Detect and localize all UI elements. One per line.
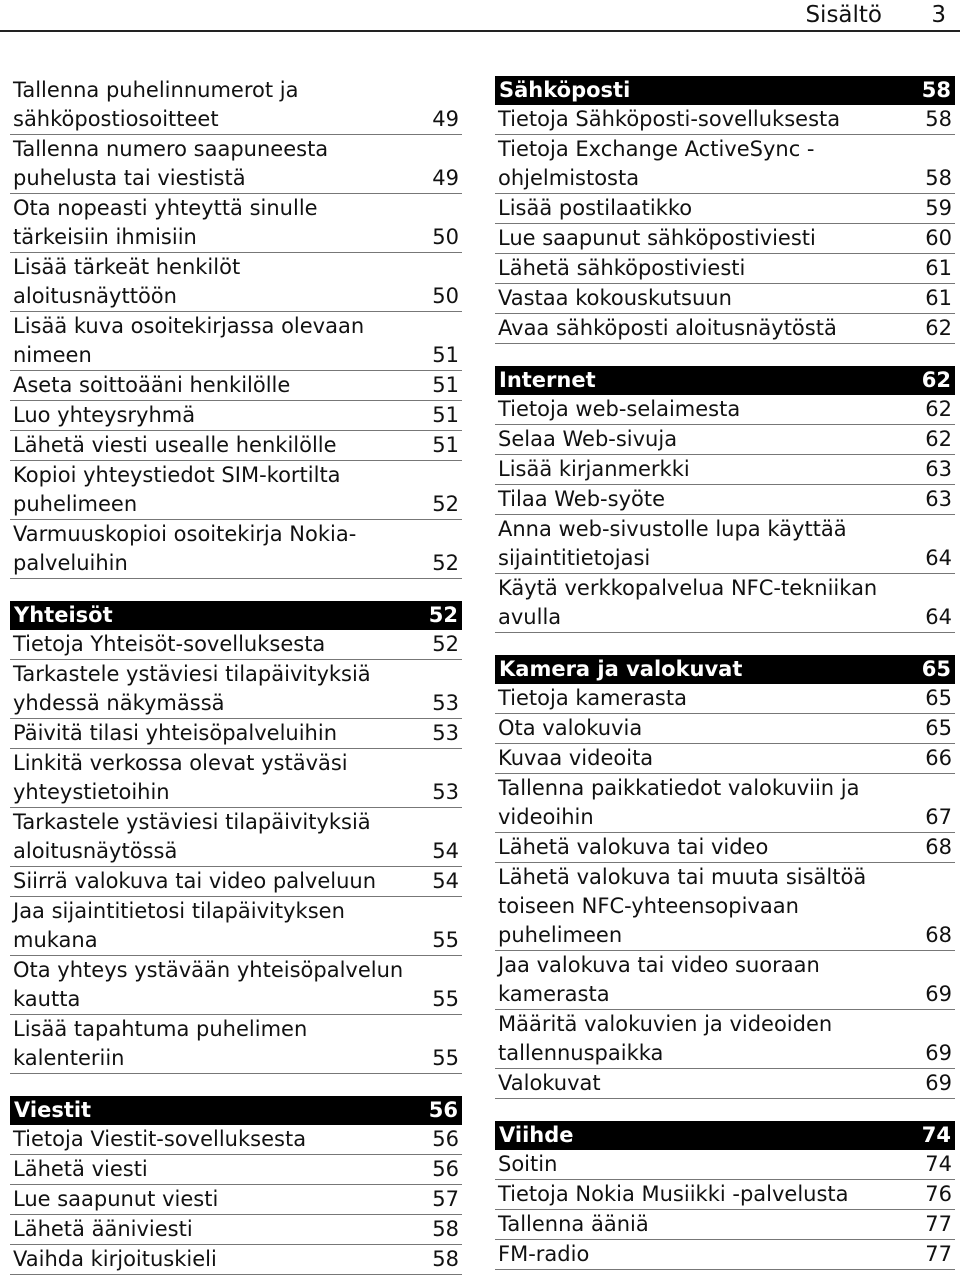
toc-entry-title: Kopioi yhteystiedot SIM-kortilta puhelimeen	[13, 463, 341, 516]
toc-section-title: Yhteisöt	[14, 603, 113, 627]
toc-entry-page: 63	[925, 487, 952, 511]
toc-entry[interactable]	[10, 867, 462, 897]
toc-entry-page: 53	[432, 721, 459, 745]
toc-section-page: 58	[921, 78, 951, 102]
toc-entry-page: 51	[432, 343, 459, 367]
toc-section-title: Viestit	[14, 1098, 92, 1122]
toc-entry[interactable]	[495, 714, 955, 744]
toc-entry-page: 69	[925, 1071, 952, 1095]
toc-entry-page: 51	[432, 373, 459, 397]
toc-section-title: Kamera ja valokuvat	[499, 657, 743, 681]
toc-entry[interactable]	[10, 461, 462, 520]
toc-entry-title: Käytä verkkopalvelua NFC-tekniikan avulla	[498, 576, 878, 629]
toc-entry[interactable]	[495, 574, 955, 633]
toc-entry[interactable]	[10, 1125, 462, 1155]
toc-entry[interactable]	[495, 254, 955, 284]
toc-entry[interactable]	[495, 485, 955, 515]
toc-entry-page: 58	[432, 1217, 459, 1241]
toc-entry-page: 53	[432, 780, 459, 804]
toc-entry-page: 55	[432, 1046, 459, 1070]
toc-entry-title: Lähetä sähköpostiviesti	[498, 256, 746, 280]
toc-section-page: 62	[921, 368, 951, 392]
toc-entry-title: Tietoja web-selaimesta	[498, 397, 741, 421]
toc-entry-title: Määritä valokuvien ja videoiden tallennuspaikka	[498, 1012, 833, 1065]
toc-entry-title: Tietoja Exchange ActiveSync -ohjelmistosta	[498, 137, 815, 190]
toc-section-page: 56	[428, 1098, 458, 1122]
toc-entry-title: Vastaa kokouskutsuun	[498, 286, 732, 310]
toc-entry-page: 65	[925, 686, 952, 710]
toc-entry[interactable]	[10, 1155, 462, 1185]
toc-entry-page: 59	[925, 196, 952, 220]
toc-entry[interactable]	[10, 1215, 462, 1245]
toc-section-heading[interactable]	[10, 1096, 462, 1125]
toc-entry[interactable]	[495, 1069, 955, 1099]
toc-entry-title: Tarkastele ystäviesi tilapäivityksiä aloitusnäytössä	[13, 810, 371, 863]
toc-entry-page: 77	[925, 1212, 952, 1236]
toc-entry-page: 55	[432, 928, 459, 952]
toc-entry-title: Aseta soittoääni henkilölle	[13, 373, 291, 397]
toc-entry-page: 66	[925, 746, 952, 770]
toc-entry-title: Tietoja Sähköposti-sovelluksesta	[498, 107, 841, 131]
toc-entry[interactable]	[10, 312, 462, 371]
toc-entry-title: Varmuuskopioi osoitekirja Nokia-palveluihin	[13, 522, 357, 575]
toc-entry[interactable]	[10, 660, 462, 719]
toc-entry-title: Päivitä tilasi yhteisöpalveluihin	[13, 721, 338, 745]
toc-entry-page: 60	[925, 226, 952, 250]
toc-section-heading[interactable]	[10, 601, 462, 630]
toc-entry-page: 49	[432, 166, 459, 190]
toc-entry-title: Lähetä ääniviesti	[13, 1217, 193, 1241]
toc-entry-title: Lisää tapahtuma puhelimen kalenteriin	[13, 1017, 308, 1070]
toc-entry-title: Tietoja Nokia Musiikki -palvelusta	[498, 1182, 849, 1206]
toc-section-title: Internet	[499, 368, 596, 392]
toc-entry-title: Luo yhteysryhmä	[13, 403, 196, 427]
toc-entry-page: 67	[925, 805, 952, 829]
toc-entry-title: Lähetä viesti usealle henkilölle	[13, 433, 337, 457]
toc-entry-page: 53	[432, 691, 459, 715]
toc-entry[interactable]	[495, 515, 955, 574]
toc-entry-page: 58	[925, 166, 952, 190]
toc-entry-page: 64	[925, 546, 952, 570]
toc-entry[interactable]	[495, 1010, 955, 1069]
toc-entry[interactable]	[495, 135, 955, 194]
toc-entry-title: Soitin	[498, 1152, 558, 1176]
toc-entry-page: 61	[925, 256, 952, 280]
toc-entry-page: 58	[925, 107, 952, 131]
toc-entry-page: 52	[432, 492, 459, 516]
toc-entry[interactable]	[10, 1245, 462, 1275]
toc-section-page: 74	[921, 1123, 951, 1147]
toc-entry-page: 74	[925, 1152, 952, 1176]
toc-entry-title: Lisää postilaatikko	[498, 196, 693, 220]
toc-entry-page: 55	[432, 987, 459, 1011]
toc-section-heading[interactable]	[495, 76, 955, 105]
toc-entry-title: Tallenna numero saapuneesta puhelusta tai viestistä	[13, 137, 329, 190]
toc-section-title: Viihde	[499, 1123, 574, 1147]
toc-entry-title: Lähetä viesti	[13, 1157, 148, 1181]
toc-entry-title: Lähetä valokuva tai video	[498, 835, 769, 859]
toc-entry-title: Lue saapunut viesti	[13, 1187, 219, 1211]
toc-entry-title: Valokuvat	[498, 1071, 601, 1095]
toc-entry-page: 62	[925, 427, 952, 451]
toc-entry[interactable]	[495, 224, 955, 254]
toc-entry-page: 52	[432, 551, 459, 575]
page-header	[0, 0, 960, 32]
header-title: Sisältö	[805, 2, 882, 28]
toc-entry-title: Anna web-sivustolle lupa käyttää sijaintitietojasi	[498, 517, 847, 570]
toc-right-column	[495, 76, 955, 1270]
toc-entry-page: 49	[432, 107, 459, 131]
toc-entry-page: 68	[925, 923, 952, 947]
toc-entry[interactable]	[10, 194, 462, 253]
toc-entry-page: 61	[925, 286, 952, 310]
toc-section-heading[interactable]	[495, 366, 955, 395]
toc-entry-title: Lisää kuva osoitekirjassa olevaan nimeen	[13, 314, 365, 367]
toc-entry[interactable]	[495, 284, 955, 314]
toc-entry[interactable]	[10, 808, 462, 867]
toc-entry-page: 57	[432, 1187, 459, 1211]
toc-entry-page: 77	[925, 1242, 952, 1266]
toc-entry-page: 54	[432, 839, 459, 863]
toc-entry-page: 52	[432, 632, 459, 656]
toc-entry-page: 50	[432, 284, 459, 308]
toc-entry-title: Tallenna puhelinnumerot ja sähköpostiosoitteet	[13, 78, 299, 131]
toc-entry[interactable]	[10, 76, 462, 135]
toc-entry[interactable]	[495, 863, 955, 951]
toc-entry[interactable]	[495, 1240, 955, 1270]
toc-entry-page: 58	[432, 1247, 459, 1271]
toc-entry-title: Ota valokuvia	[498, 716, 643, 740]
toc-entry[interactable]	[10, 956, 462, 1015]
toc-entry-title: Linkitä verkossa olevat ystäväsi yhteystietoihin	[13, 751, 348, 804]
toc-entry[interactable]	[10, 431, 462, 461]
toc-entry-page: 69	[925, 982, 952, 1006]
toc-entry-title: FM-radio	[498, 1242, 590, 1266]
toc-entry-title: Avaa sähköposti aloitusnäytöstä	[498, 316, 837, 340]
toc-entry[interactable]	[495, 833, 955, 863]
toc-entry-page: 51	[432, 433, 459, 457]
toc-entry-page: 62	[925, 316, 952, 340]
toc-entry[interactable]	[10, 520, 462, 579]
toc-entry[interactable]	[10, 401, 462, 431]
toc-entry-title: Jaa sijaintitietosi tilapäivityksen mukana	[13, 899, 345, 952]
toc-entry-title: Kuvaa videoita	[498, 746, 654, 770]
toc-section-page: 52	[428, 603, 458, 627]
toc-entry[interactable]	[495, 395, 955, 425]
toc-entry-title: Lue saapunut sähköpostiviesti	[498, 226, 816, 250]
toc-entry[interactable]	[10, 253, 462, 312]
toc-entry[interactable]	[10, 1185, 462, 1215]
toc-entry-title: Tallenna ääniä	[498, 1212, 649, 1236]
toc-entry-page: 51	[432, 403, 459, 427]
toc-entry-title: Tietoja Viestit-sovelluksesta	[13, 1127, 307, 1151]
toc-entry[interactable]	[495, 194, 955, 224]
toc-entry-title: Tarkastele ystäviesi tilapäivityksiä yhdessä näkymässä	[13, 662, 371, 715]
toc-entry-title: Lisää kirjanmerkki	[498, 457, 690, 481]
toc-entry[interactable]	[495, 1180, 955, 1210]
toc-entry[interactable]	[10, 719, 462, 749]
toc-entry[interactable]	[495, 1150, 955, 1180]
toc-entry[interactable]	[10, 135, 462, 194]
toc-entry-page: 50	[432, 225, 459, 249]
toc-entry[interactable]	[495, 744, 955, 774]
toc-entry-title: Siirrä valokuva tai video palveluun	[13, 869, 377, 893]
toc-entry-page: 56	[432, 1127, 459, 1151]
toc-entry-title: Tietoja Yhteisöt-sovelluksesta	[13, 632, 326, 656]
toc-entry-page: 62	[925, 397, 952, 421]
toc-entry-title: Jaa valokuva tai video suoraan kamerasta	[498, 953, 820, 1006]
toc-entry[interactable]	[495, 314, 955, 344]
toc-entry-page: 68	[925, 835, 952, 859]
toc-entry[interactable]	[10, 897, 462, 956]
toc-entry-page: 69	[925, 1041, 952, 1065]
toc-entry[interactable]	[10, 749, 462, 808]
header-page-number: 3	[931, 2, 946, 28]
toc-entry-title: Lähetä valokuva tai muuta sisältöä toiseen NFC-yhteensopivaan puhelimeen	[498, 865, 867, 947]
toc-entry-title: Ota yhteys ystävään yhteisöpalvelun kautta	[13, 958, 404, 1011]
toc-entry-page: 64	[925, 605, 952, 629]
toc-section-heading[interactable]	[495, 655, 955, 684]
toc-entry[interactable]	[495, 951, 955, 1010]
toc-entry[interactable]	[10, 1015, 462, 1074]
toc-entry-title: Vaihda kirjoituskieli	[13, 1247, 217, 1271]
toc-entry[interactable]	[495, 425, 955, 455]
toc-left-column	[10, 76, 462, 1275]
toc-entry-page: 54	[432, 869, 459, 893]
toc-entry-title: Tallenna paikkatiedot valokuviin ja videoihin	[498, 776, 860, 829]
toc-entry-page: 65	[925, 716, 952, 740]
toc-section-title: Sähköposti	[499, 78, 631, 102]
toc-entry-page: 76	[925, 1182, 952, 1206]
toc-section-page: 65	[921, 657, 951, 681]
toc-entry-title: Ota nopeasti yhteyttä sinulle tärkeisiin ihmisiin	[13, 196, 318, 249]
toc-entry-title: Tilaa Web-syöte	[498, 487, 665, 511]
toc-entry[interactable]	[495, 684, 955, 714]
toc-entry[interactable]	[495, 105, 955, 135]
toc-entry[interactable]	[10, 630, 462, 660]
toc-entry-title: Selaa Web-sivuja	[498, 427, 678, 451]
toc-entry-title: Tietoja kamerasta	[498, 686, 687, 710]
toc-entry-page: 56	[432, 1157, 459, 1181]
toc-entry-page: 63	[925, 457, 952, 481]
toc-entry-title: Lisää tärkeät henkilöt aloitusnäyttöön	[13, 255, 241, 308]
toc-section-heading[interactable]	[495, 1121, 955, 1150]
toc-entry[interactable]	[495, 1210, 955, 1240]
toc-entry[interactable]	[10, 371, 462, 401]
toc-entry[interactable]	[495, 455, 955, 485]
toc-entry[interactable]	[495, 774, 955, 833]
